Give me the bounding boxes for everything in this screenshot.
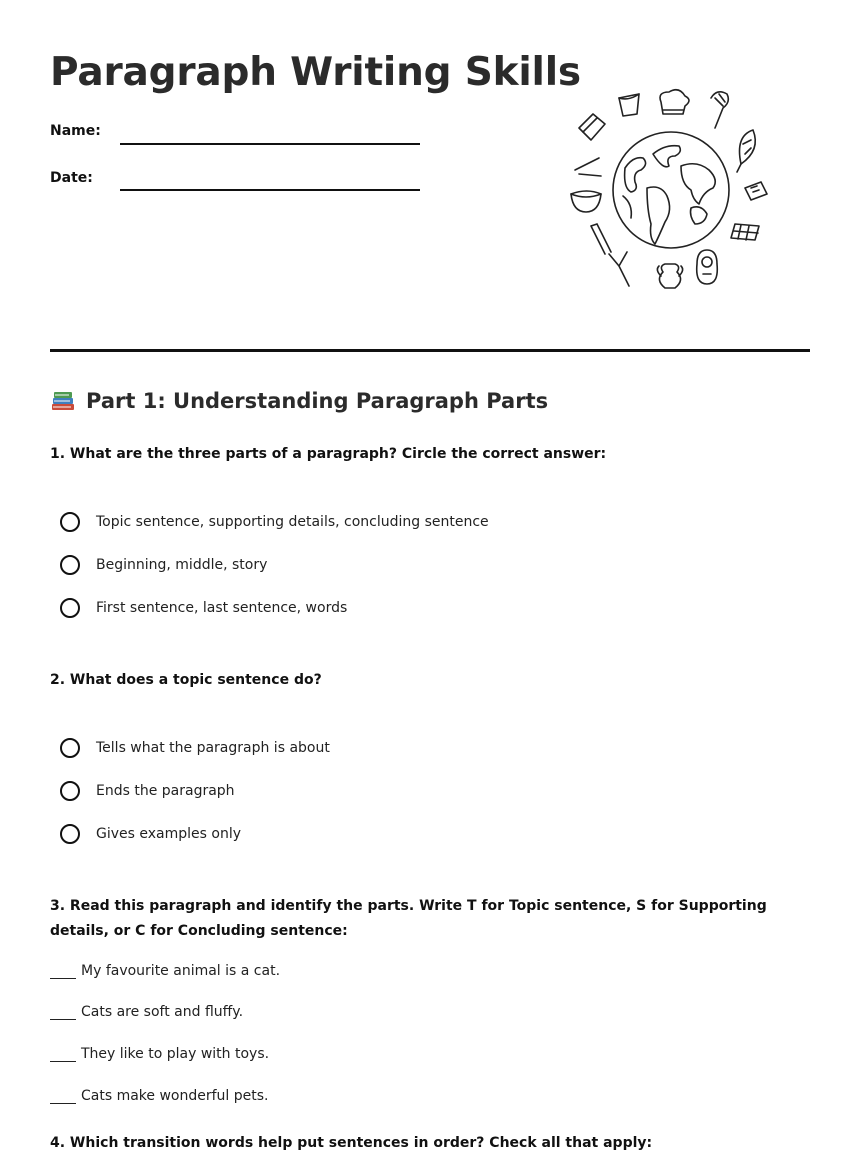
q1-option-2[interactable] (60, 552, 267, 578)
q3-answer-blank-3[interactable] (50, 1047, 76, 1062)
q3-sentence-4 (50, 1088, 269, 1104)
chef-hat-icon (660, 90, 689, 114)
q2-option-3[interactable] (60, 821, 241, 847)
part1-heading (50, 388, 548, 414)
q1-option-3[interactable] (60, 595, 347, 621)
q2-option-3-radio[interactable] (60, 824, 80, 844)
q2-option-1-radio[interactable] (60, 738, 80, 758)
q3-sentence-2-text: Cats are soft and fluffy. (81, 1004, 244, 1020)
date-field[interactable] (120, 189, 420, 191)
name-label: Name: (50, 123, 101, 139)
q2-option-1-label: Tells what the paragraph is about (96, 740, 330, 756)
date-label: Date: (50, 170, 93, 186)
globe-artifacts-illustration (565, 88, 775, 298)
q1-option-1[interactable] (60, 509, 489, 535)
question-3-text: 3. Read this paragraph and identify the parts. Write T for Topic sentence, S for Supporting details, or C for Concluding sentence: (50, 898, 767, 939)
cooking-pot-icon (571, 191, 601, 212)
feather-icon (737, 130, 755, 172)
section-divider (50, 349, 810, 352)
q3-answer-blank-1[interactable] (50, 964, 76, 979)
chocolate-bar-icon (731, 224, 759, 240)
q1-option-1-label: Topic sentence, supporting details, concluding sentence (96, 514, 489, 530)
q2-option-3-label: Gives examples only (96, 826, 241, 842)
globe-icon (613, 132, 729, 248)
name-field[interactable] (120, 143, 420, 145)
q1-option-3-label: First sentence, last sentence, words (96, 600, 348, 616)
vase-icon (657, 264, 682, 288)
worksheet-title: Paragraph Writing Skills (50, 50, 581, 95)
q1-option-2-label: Beginning, middle, story (96, 557, 268, 573)
q3-sentence-1-text: My favourite animal is a cat. (81, 963, 281, 979)
q3-sentence-2 (50, 1004, 243, 1020)
q1-option-3-radio[interactable] (60, 598, 80, 618)
question-2-text: 2. What does a topic sentence do? (50, 672, 322, 688)
question-1-text: 1. What are the three parts of a paragraph? Circle the correct answer: (50, 446, 607, 462)
q2-option-2-label: Ends the paragraph (96, 783, 235, 799)
q2-option-2[interactable] (60, 778, 235, 804)
q1-option-2-radio[interactable] (60, 555, 80, 575)
books-icon (50, 388, 76, 414)
q2-option-2-radio[interactable] (60, 781, 80, 801)
nesting-doll-icon (697, 250, 718, 284)
slingshot-icon (609, 252, 629, 286)
q3-answer-blank-4[interactable] (50, 1089, 76, 1104)
q3-sentence-1 (50, 963, 280, 979)
q3-sentence-3-text: They like to play with toys. (81, 1046, 270, 1062)
pencil-icon (591, 224, 611, 254)
q3-sentence-4-text: Cats make wonderful pets. (81, 1088, 269, 1104)
book-icon (745, 182, 767, 200)
question-4-text: 4. Which transition words help put sentences in order? Check all that apply: (50, 1135, 653, 1151)
tumbler-left-icon (579, 114, 605, 140)
tumbler-icon (619, 94, 639, 116)
feather-duster-icon (711, 92, 728, 128)
q3-sentence-3 (50, 1046, 269, 1062)
part1-heading-text: Part 1: Understanding Paragraph Parts (86, 389, 549, 413)
chopsticks-icon (575, 158, 601, 176)
q1-option-1-radio[interactable] (60, 512, 80, 532)
q2-option-1[interactable] (60, 735, 330, 761)
q3-answer-blank-2[interactable] (50, 1005, 76, 1020)
